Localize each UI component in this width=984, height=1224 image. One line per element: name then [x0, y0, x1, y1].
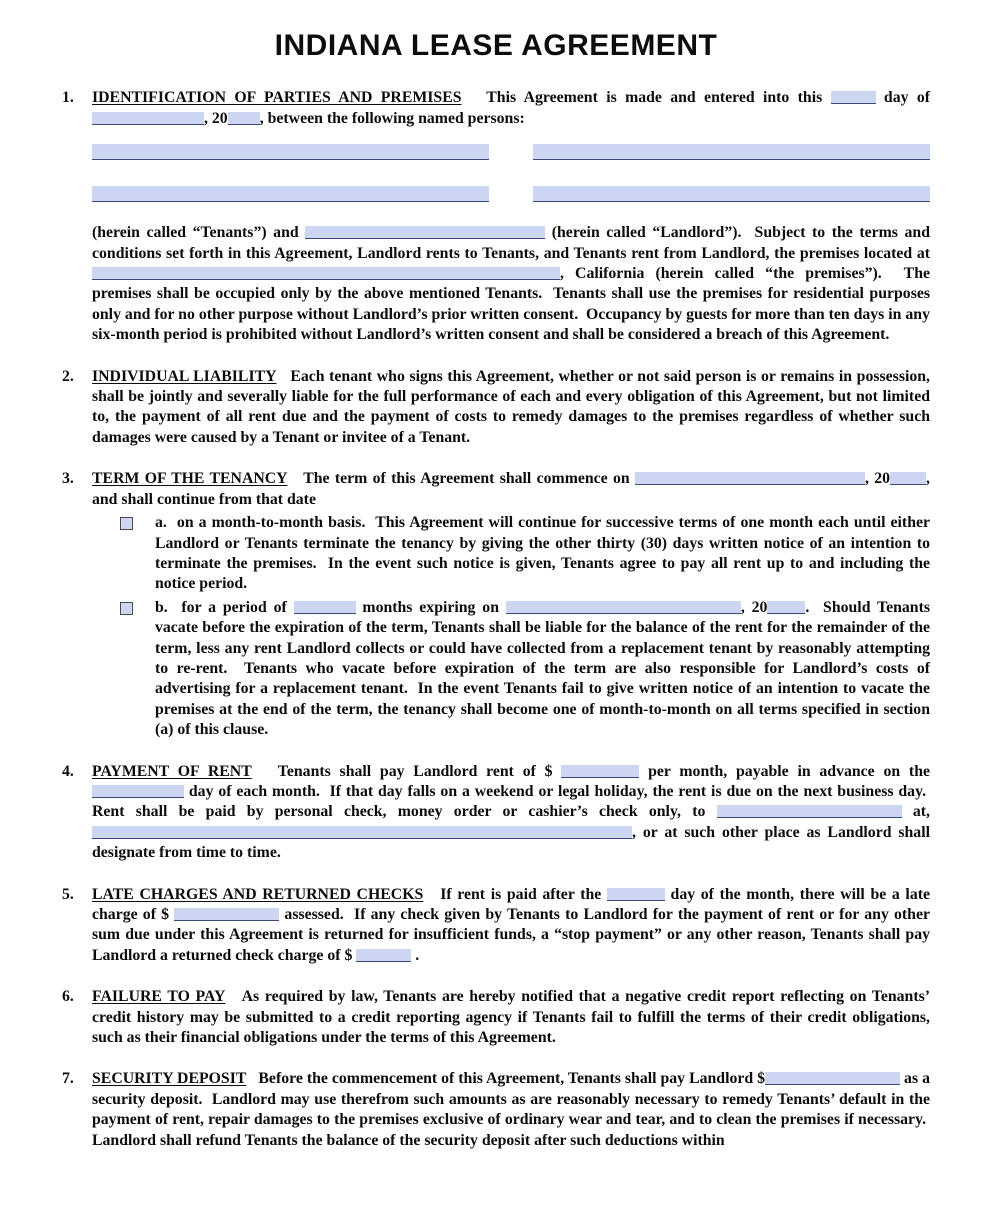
blank-field[interactable]	[92, 826, 632, 839]
section-number: 1.	[62, 89, 74, 107]
option-paragraph-a	[155, 513, 930, 595]
blank-field[interactable]	[765, 1072, 900, 1085]
text-run: (herein called “Landlord”). Subject to the terms and conditions set forth in this Agreement, Landlord rents to Tenants, and Tenants rent from Landlord, the premises located at	[92, 224, 930, 262]
text-run: As required by law, Tenants are hereby notified that a negative credit report reflecting on Tenants’ credit history may be submitted to a credit reporting agency if Tenants fail to fulfill the terms of their credit obligations, such as their financial obligations under the terms of this Agreement.	[92, 988, 930, 1047]
party-name-grid	[92, 144, 930, 202]
paragraph	[92, 885, 930, 967]
blank-field[interactable]	[717, 805, 902, 818]
text-run: , California (herein called “the premises”). The premises shall be occupied only by the above mentioned Tenants. Tenants shall use the premises for residential purposes only and for no other purpose without Landlord’s prior written consent. Occupancy by guests for more than ten days in any six-month period is prohibited without Landlord’s written consent and shall be considered a breach of this Agreement.	[92, 265, 930, 344]
blank-field[interactable]	[607, 888, 665, 901]
text-run: day of each month. If that day falls on a weekend or legal holiday, the rent is due on the next business day. Rent shall be paid by personal check, money order or cashier’s check only, to	[92, 782, 930, 821]
blank-field[interactable]	[356, 949, 411, 962]
text-run: , or at such other place as Landlord shall designate from time to time.	[92, 823, 930, 862]
text-run: The term of this Agreement shall commence on	[303, 470, 635, 488]
blank-field[interactable]	[305, 226, 545, 239]
section-number: 5.	[62, 885, 74, 903]
text-run: Each tenant who signs this Agreement, whether or not said person is or remains in possession, shall be jointly and severally liable for the full performance of each and every obligation of this Agreement, but not limited to, the payment of all rent due and the payment of costs to remedy damages to the premises regardless of whether such damages were caused by a Tenant or invitee of a Tenant.	[92, 367, 930, 446]
text-run: day of the month, there will be a late charge of $	[92, 885, 930, 923]
term-option-b	[92, 598, 930, 741]
section-3	[62, 469, 930, 740]
blank-field[interactable]	[635, 472, 865, 485]
text-run: This Agreement is made and entered into this	[486, 89, 831, 107]
option-checkbox-b[interactable]	[120, 602, 133, 615]
section-heading: INDIVIDUAL LIABILITY	[92, 367, 277, 385]
text-run: day of	[875, 89, 930, 107]
text-run: at,	[901, 803, 931, 821]
section-5	[62, 885, 930, 967]
paragraph	[92, 367, 930, 449]
blank-field[interactable]	[561, 765, 639, 778]
blank-field[interactable]	[294, 601, 356, 614]
text-run: , and shall continue from that date	[92, 470, 930, 508]
page-title: INDIANA LEASE AGREEMENT	[274, 29, 718, 62]
section-4	[62, 762, 930, 864]
blank-field[interactable]	[890, 472, 926, 485]
text-run: . Should Tenants vacate before the expiration of the term, Tenants shall be liable for the balance of the rent for the remainder of the term, less any rent Landlord collects or could have collected from a replacement tenant by reasonably attempting to re-rent. Tenants who vacate before expiration of the term are also responsible for Landlord’s costs of advertising for a replacement tenant. In the event Tenants fail to give written notice of an intention to vacate the premises at the end of the term, the tenancy shall become one of month-to-month on all terms specified in section (a) of this clause.	[155, 598, 930, 739]
section-1	[62, 88, 930, 345]
text-run: a. on a month-to-month basis. This Agreement will continue for successive terms of one month each until either Landlord or Tenants terminate the tenancy by giving the other thirty (30) days written notice of an intention to terminate the premises. In the event such notice is given, Tenants agree to pay all rent up to and including the notice period.	[155, 514, 930, 593]
section-heading: IDENTIFICATION OF PARTIES AND PREMISES	[92, 89, 462, 107]
section-2	[62, 367, 930, 449]
document-sections	[62, 88, 930, 1151]
section-number: 3.	[62, 470, 74, 488]
party-name-field[interactable]	[533, 186, 930, 202]
section-body	[92, 469, 930, 740]
section-7	[62, 1069, 930, 1151]
section-body	[92, 987, 930, 1048]
blank-field[interactable]	[767, 601, 805, 614]
section-number: 4.	[62, 762, 74, 780]
section-heading: PAYMENT OF RENT	[92, 762, 252, 780]
text-run: .	[411, 946, 420, 964]
paragraph	[92, 1069, 930, 1151]
blank-field[interactable]	[174, 908, 279, 921]
party-name-field[interactable]	[92, 144, 489, 160]
term-option-a	[92, 513, 930, 595]
blank-field[interactable]	[92, 785, 184, 798]
paragraph	[92, 762, 930, 864]
text-run: Before the commencement of this Agreement, Tenants shall pay Landlord $	[258, 1070, 766, 1088]
text-run: months expiring on	[355, 598, 506, 616]
text-run: b. for a period of	[155, 598, 294, 616]
section-body	[92, 367, 930, 449]
party-name-field[interactable]	[533, 144, 930, 160]
blank-field[interactable]	[92, 112, 204, 125]
option-paragraph-b	[155, 598, 930, 741]
section-heading: SECURITY DEPOSIT	[92, 1070, 247, 1088]
paragraph	[92, 88, 930, 129]
blank-field[interactable]	[92, 267, 560, 280]
text-run: (herein called “Tenants”) and	[92, 224, 306, 242]
paragraph	[92, 223, 930, 345]
section-number: 7.	[62, 1070, 74, 1088]
section-heading: TERM OF THE TENANCY	[92, 470, 288, 488]
text-run: , between the following named persons:	[259, 109, 525, 127]
section-body	[92, 885, 930, 967]
option-checkbox-a[interactable]	[120, 517, 133, 530]
text-run: If rent is paid after the	[440, 885, 607, 903]
section-number: 6.	[62, 988, 74, 1006]
text-run: Tenants shall pay Landlord rent of $	[277, 762, 562, 780]
blank-field[interactable]	[228, 112, 260, 125]
text-run: , 20	[740, 598, 768, 616]
blank-field[interactable]	[506, 601, 741, 614]
section-body	[92, 762, 930, 864]
paragraph	[92, 469, 930, 510]
paragraph	[92, 987, 930, 1048]
section-number: 2.	[62, 367, 74, 385]
section-heading: LATE CHARGES AND RETURNED CHECKS	[92, 885, 424, 903]
text-run: as a security deposit. Landlord may use therefrom such amounts as are reasonably necessary to remedy Tenants’ default in the payment of rent, repair damages to the premises exclusive of ordinary wear and tear, and to clean the premises if necessary. Landlord shall refund Tenants the balance of the security deposit after such deductions within	[92, 1070, 930, 1149]
party-name-field[interactable]	[92, 186, 489, 202]
section-body	[92, 88, 930, 345]
text-run: , 20	[204, 109, 228, 127]
section-body	[92, 1069, 930, 1151]
text-run: per month, payable in advance on the	[639, 762, 930, 780]
blank-field[interactable]	[831, 91, 876, 104]
section-6	[62, 987, 930, 1048]
text-run: assessed. If any check given by Tenants to Landlord for the payment of rent or for any other sum due under this Agreement is returned for insufficient funds, a “stop payment” or any other reason, Tenants shall pay Landlord a returned check charge of $	[92, 906, 930, 964]
text-run: , 20	[864, 470, 891, 488]
section-heading: FAILURE TO PAY	[92, 988, 226, 1006]
